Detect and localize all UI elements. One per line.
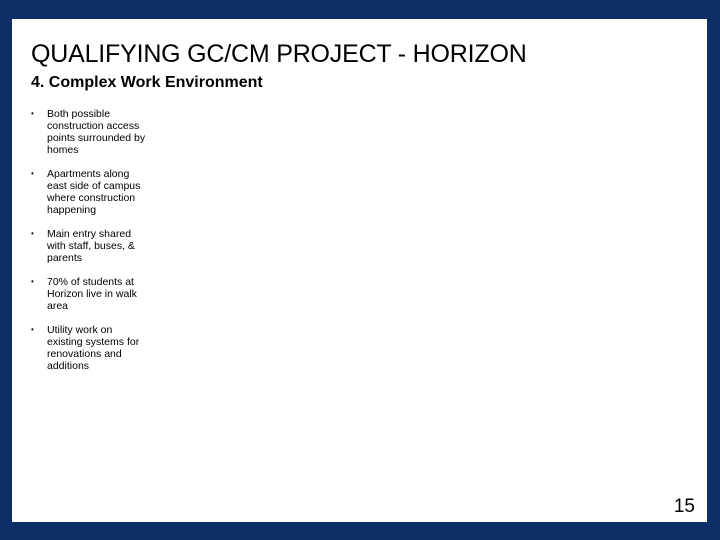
bullet-item bbox=[31, 276, 171, 312]
bullet-list bbox=[31, 108, 171, 384]
bullet-text: Both possible construction access points surrounded by homes bbox=[47, 108, 146, 156]
bullet-marker: • bbox=[31, 325, 34, 334]
bullet-item bbox=[31, 228, 171, 264]
bullet-text: Utility work on existing systems for renovations and additions bbox=[47, 324, 140, 372]
bullet-marker: • bbox=[31, 277, 34, 286]
bullet-text: Main entry shared with staff, buses, & parents bbox=[47, 228, 135, 264]
bullet-marker: • bbox=[31, 109, 34, 118]
bullet-text: Apartments along east side of campus where construction happening bbox=[47, 168, 141, 216]
bullet-item bbox=[31, 324, 171, 372]
slide-subtitle: 4. Complex Work Environment bbox=[31, 74, 263, 91]
bullet-item bbox=[31, 168, 171, 216]
bullet-text: 70% of students at Horizon live in walk area bbox=[47, 276, 137, 312]
slide-title: QUALIFYING GC/CM PROJECT - HORIZON bbox=[31, 40, 527, 68]
bullet-item bbox=[31, 108, 171, 156]
bullet-marker: • bbox=[31, 229, 34, 238]
bullet-marker: • bbox=[31, 169, 34, 178]
page-number: 15 bbox=[673, 496, 695, 517]
slide-canvas bbox=[12, 19, 707, 522]
